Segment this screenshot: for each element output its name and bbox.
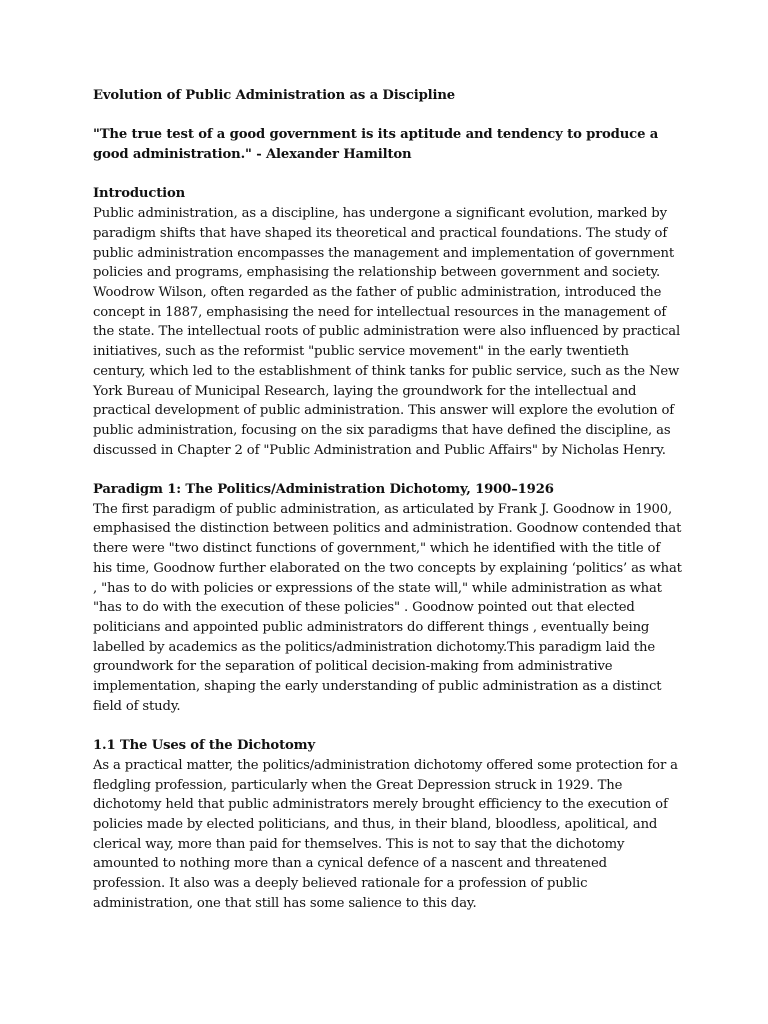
section-heading-uses-of-dichotomy: 1.1 The Uses of the Dichotomy [93,738,315,754]
section-heading-paradigm-1: Paradigm 1: The Politics/Administration Dichotomy, 1900–1926 [93,482,554,498]
document-page [93,86,683,913]
spacer [93,165,683,185]
section-body-uses-of-dichotomy: As a practical matter, the politics/administration dichotomy offered some protection for a fledgling profession, particularly when the Great Depression struck in 1929. The dichotomy held that public administrators merely brought efficiency to the execution of policies made by elected politicians, and thus, in their bland, bloodless, apolitical, and clerical way, more than paid for themselves. This is not to say that the dichotomy amounted to nothing more than a cynical defence of a nascent and threatened profession. It also was a deeply believed rationale for a profession of public administration, one that still has some salience to this day. [93,757,678,911]
section-body-paradigm-1: The first paradigm of public administration, as articulated by Frank J. Goodnow in 1900, emphasised the distinction between politics and administration. Goodnow contended that there were "two distinct functions of government," which he identified with the title of his time, Goodnow further elaborated on the two concepts by explaining ‘politics’ as what , "has to do with policies or expressions of the state will," while administration as what "has to do with the execution of these policies" . Goodnow pointed out that elected politicians and appointed public administrators do different things , eventually being labelled by academics as the politics/administration dichotomy.This paradigm laid the groundwork for the separation of political decision-making from administrative implementation, shaping the early understanding of public administration as a distinct field of study. [93,501,682,714]
spacer [93,716,683,736]
spacer [93,460,683,480]
epigraph-quote: "The true test of a good government is its aptitude and tendency to produce a good administration." - Alexander Hamilton [93,127,659,163]
section-heading-introduction: Introduction [93,186,186,202]
spacer [93,106,683,126]
section-body-introduction: Public administration, as a discipline, has undergone a significant evolution, marked by paradigm shifts that have shaped its theoretical and practical foundations. The study of public administration encompasses the management and implementation of government policies and programs, emphasising the relationship between government and society. Woodrow Wilson, often regarded as the father of public administration, introduced the concept in 1887, emphasising the need for intellectual resources in the management of the state. The intellectual roots of public administration were also influenced by practical initiatives, such as the reformist "public service movement" in the early twentieth century, which led to the establishment of think tanks for public service, such as the New York Bureau of Municipal Research, laying the groundwork for the intellectual and practical development of public administration. This answer will explore the evolution of public administration, focusing on the six paradigms that have defined the discipline, as discussed in Chapter 2 of "Public Administration and Public Affairs" by Nicholas Henry. [93,206,681,458]
document-title: Evolution of Public Administration as a Discipline [93,88,456,103]
